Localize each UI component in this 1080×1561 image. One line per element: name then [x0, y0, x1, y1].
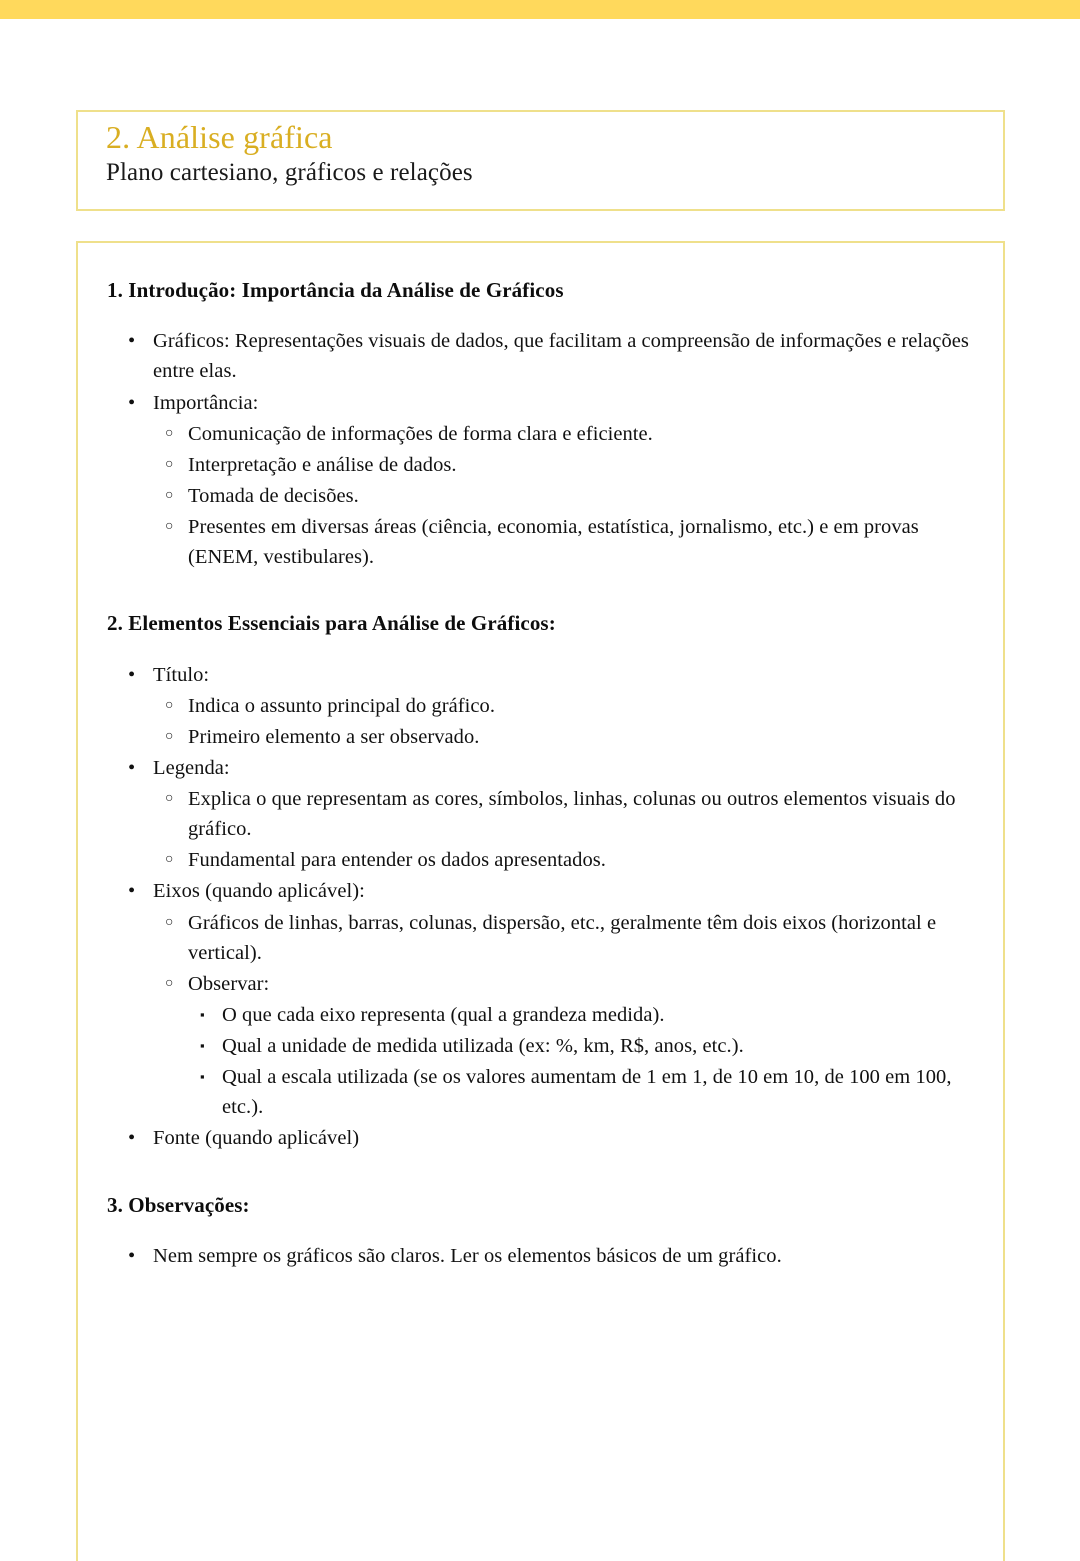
list-item-text: Observar: [188, 972, 270, 995]
list-item [153, 691, 977, 721]
list-item [153, 481, 977, 511]
list-item-text: Título: [153, 663, 210, 686]
bullet-marker-level-1-icon: • [128, 880, 136, 903]
bullet-marker-level-2-icon: ○ [165, 975, 174, 991]
bullet-marker-level-3-icon: ▪ [200, 1038, 205, 1054]
list-item [153, 450, 977, 480]
list-item [107, 1123, 977, 1153]
document-content-box [76, 241, 1005, 1561]
bullet-list-level-2 [153, 784, 977, 875]
list-item [153, 722, 977, 752]
bullet-marker-level-3-icon: ▪ [200, 1069, 205, 1085]
list-item [153, 845, 977, 875]
list-item [107, 388, 977, 573]
list-item [188, 1062, 977, 1122]
bullet-marker-level-1-icon: • [128, 756, 136, 779]
bullet-list-level-2 [153, 908, 977, 1123]
bullet-marker-level-1-icon: • [128, 391, 136, 414]
bullet-marker-level-2-icon: ○ [165, 697, 174, 713]
top-accent-bar [0, 0, 1080, 19]
list-item-text: Interpretação e análise de dados. [188, 453, 457, 476]
list-item [153, 969, 977, 1123]
bullet-marker-level-1-icon: • [128, 1244, 136, 1267]
bullet-marker-level-2-icon: ○ [165, 728, 174, 744]
list-item [153, 419, 977, 449]
section-heading: 3. Observações: [107, 1192, 250, 1217]
bullet-marker-level-2-icon: ○ [165, 487, 174, 503]
list-item-text: Comunicação de informações de forma clara e eficiente. [188, 422, 653, 445]
sections-container [107, 277, 977, 1271]
list-item [107, 753, 977, 876]
list-item [153, 512, 977, 572]
bullet-marker-level-2-icon: ○ [165, 852, 174, 868]
list-item-text: Indica o assunto principal do gráfico. [188, 694, 496, 717]
bullet-marker-level-2-icon: ○ [165, 791, 174, 807]
bullet-list-level-3 [188, 1000, 977, 1123]
page-title: 2. Análise gráfica [106, 119, 333, 155]
document-header-box [76, 110, 1005, 211]
bullet-list-level-1 [107, 326, 977, 572]
document-header-inner [78, 112, 1003, 187]
list-item-text: Tomada de decisões. [188, 484, 359, 507]
list-item [153, 908, 977, 968]
bullet-list-level-2 [153, 419, 977, 573]
list-item-text: Presentes em diversas áreas (ciência, economia, estatística, jornalismo, etc.) e em provas (ENEM, vestibulares). [188, 516, 919, 569]
list-item [107, 876, 977, 1122]
bullet-marker-level-2-icon: ○ [165, 425, 174, 441]
section-heading: 2. Elementos Essenciais para Análise de Gráficos: [107, 611, 556, 636]
list-item-text: Fonte (quando aplicável) [153, 1127, 360, 1150]
list-item-text: Qual a unidade de medida utilizada (ex: %, km, R$, anos, etc.). [222, 1035, 744, 1058]
page-subtitle: Plano cartesiano, gráficos e relações [106, 158, 473, 186]
section-heading: 1. Introdução: Importância da Análise de Gráficos [107, 278, 564, 302]
list-item-text: Primeiro elemento a ser observado. [188, 725, 480, 748]
list-item [153, 784, 977, 844]
bullet-list-level-2 [153, 691, 977, 752]
list-item [188, 1000, 977, 1030]
list-item-text: Fundamental para entender os dados apresentados. [188, 849, 606, 872]
list-item-text: O que cada eixo representa (qual a grandeza medida). [222, 1003, 665, 1026]
list-item-text: Qual a escala utilizada (se os valores aumentam de 1 em 1, de 10 em 10, de 100 em 100, etc.). [222, 1066, 952, 1119]
bullet-marker-level-2-icon: ○ [165, 519, 174, 535]
bullet-marker-level-1-icon: • [128, 663, 136, 686]
bullet-list-level-1 [107, 660, 977, 1154]
list-item-text: Gráficos de linhas, barras, colunas, dispersão, etc., geralmente têm dois eixos (horizontal e vertical). [188, 911, 937, 964]
bullet-list-level-1 [107, 1241, 977, 1271]
list-item [107, 1241, 977, 1271]
bullet-marker-level-1-icon: • [128, 330, 136, 353]
list-item-text: Gráficos: Representações visuais de dados, que facilitam a compreensão de informações e relações entre elas. [153, 330, 969, 383]
list-item [107, 660, 977, 752]
document-content [78, 243, 1003, 1271]
bullet-marker-level-2-icon: ○ [165, 914, 174, 930]
list-item-text: Legenda: [153, 756, 230, 779]
bullet-marker-level-1-icon: • [128, 1127, 136, 1150]
list-item-text: Explica o que representam as cores, símbolos, linhas, colunas ou outros elementos visuais do gráfico. [188, 788, 956, 841]
list-item [107, 326, 977, 386]
list-item-text: Eixos (quando aplicável): [153, 880, 365, 903]
bullet-marker-level-3-icon: ▪ [200, 1006, 205, 1022]
list-item-text: Nem sempre os gráficos são claros. Ler os elementos básicos de um gráfico. [153, 1244, 782, 1267]
bullet-marker-level-2-icon: ○ [165, 456, 174, 472]
list-item-text: Importância: [153, 391, 259, 414]
list-item [188, 1031, 977, 1061]
